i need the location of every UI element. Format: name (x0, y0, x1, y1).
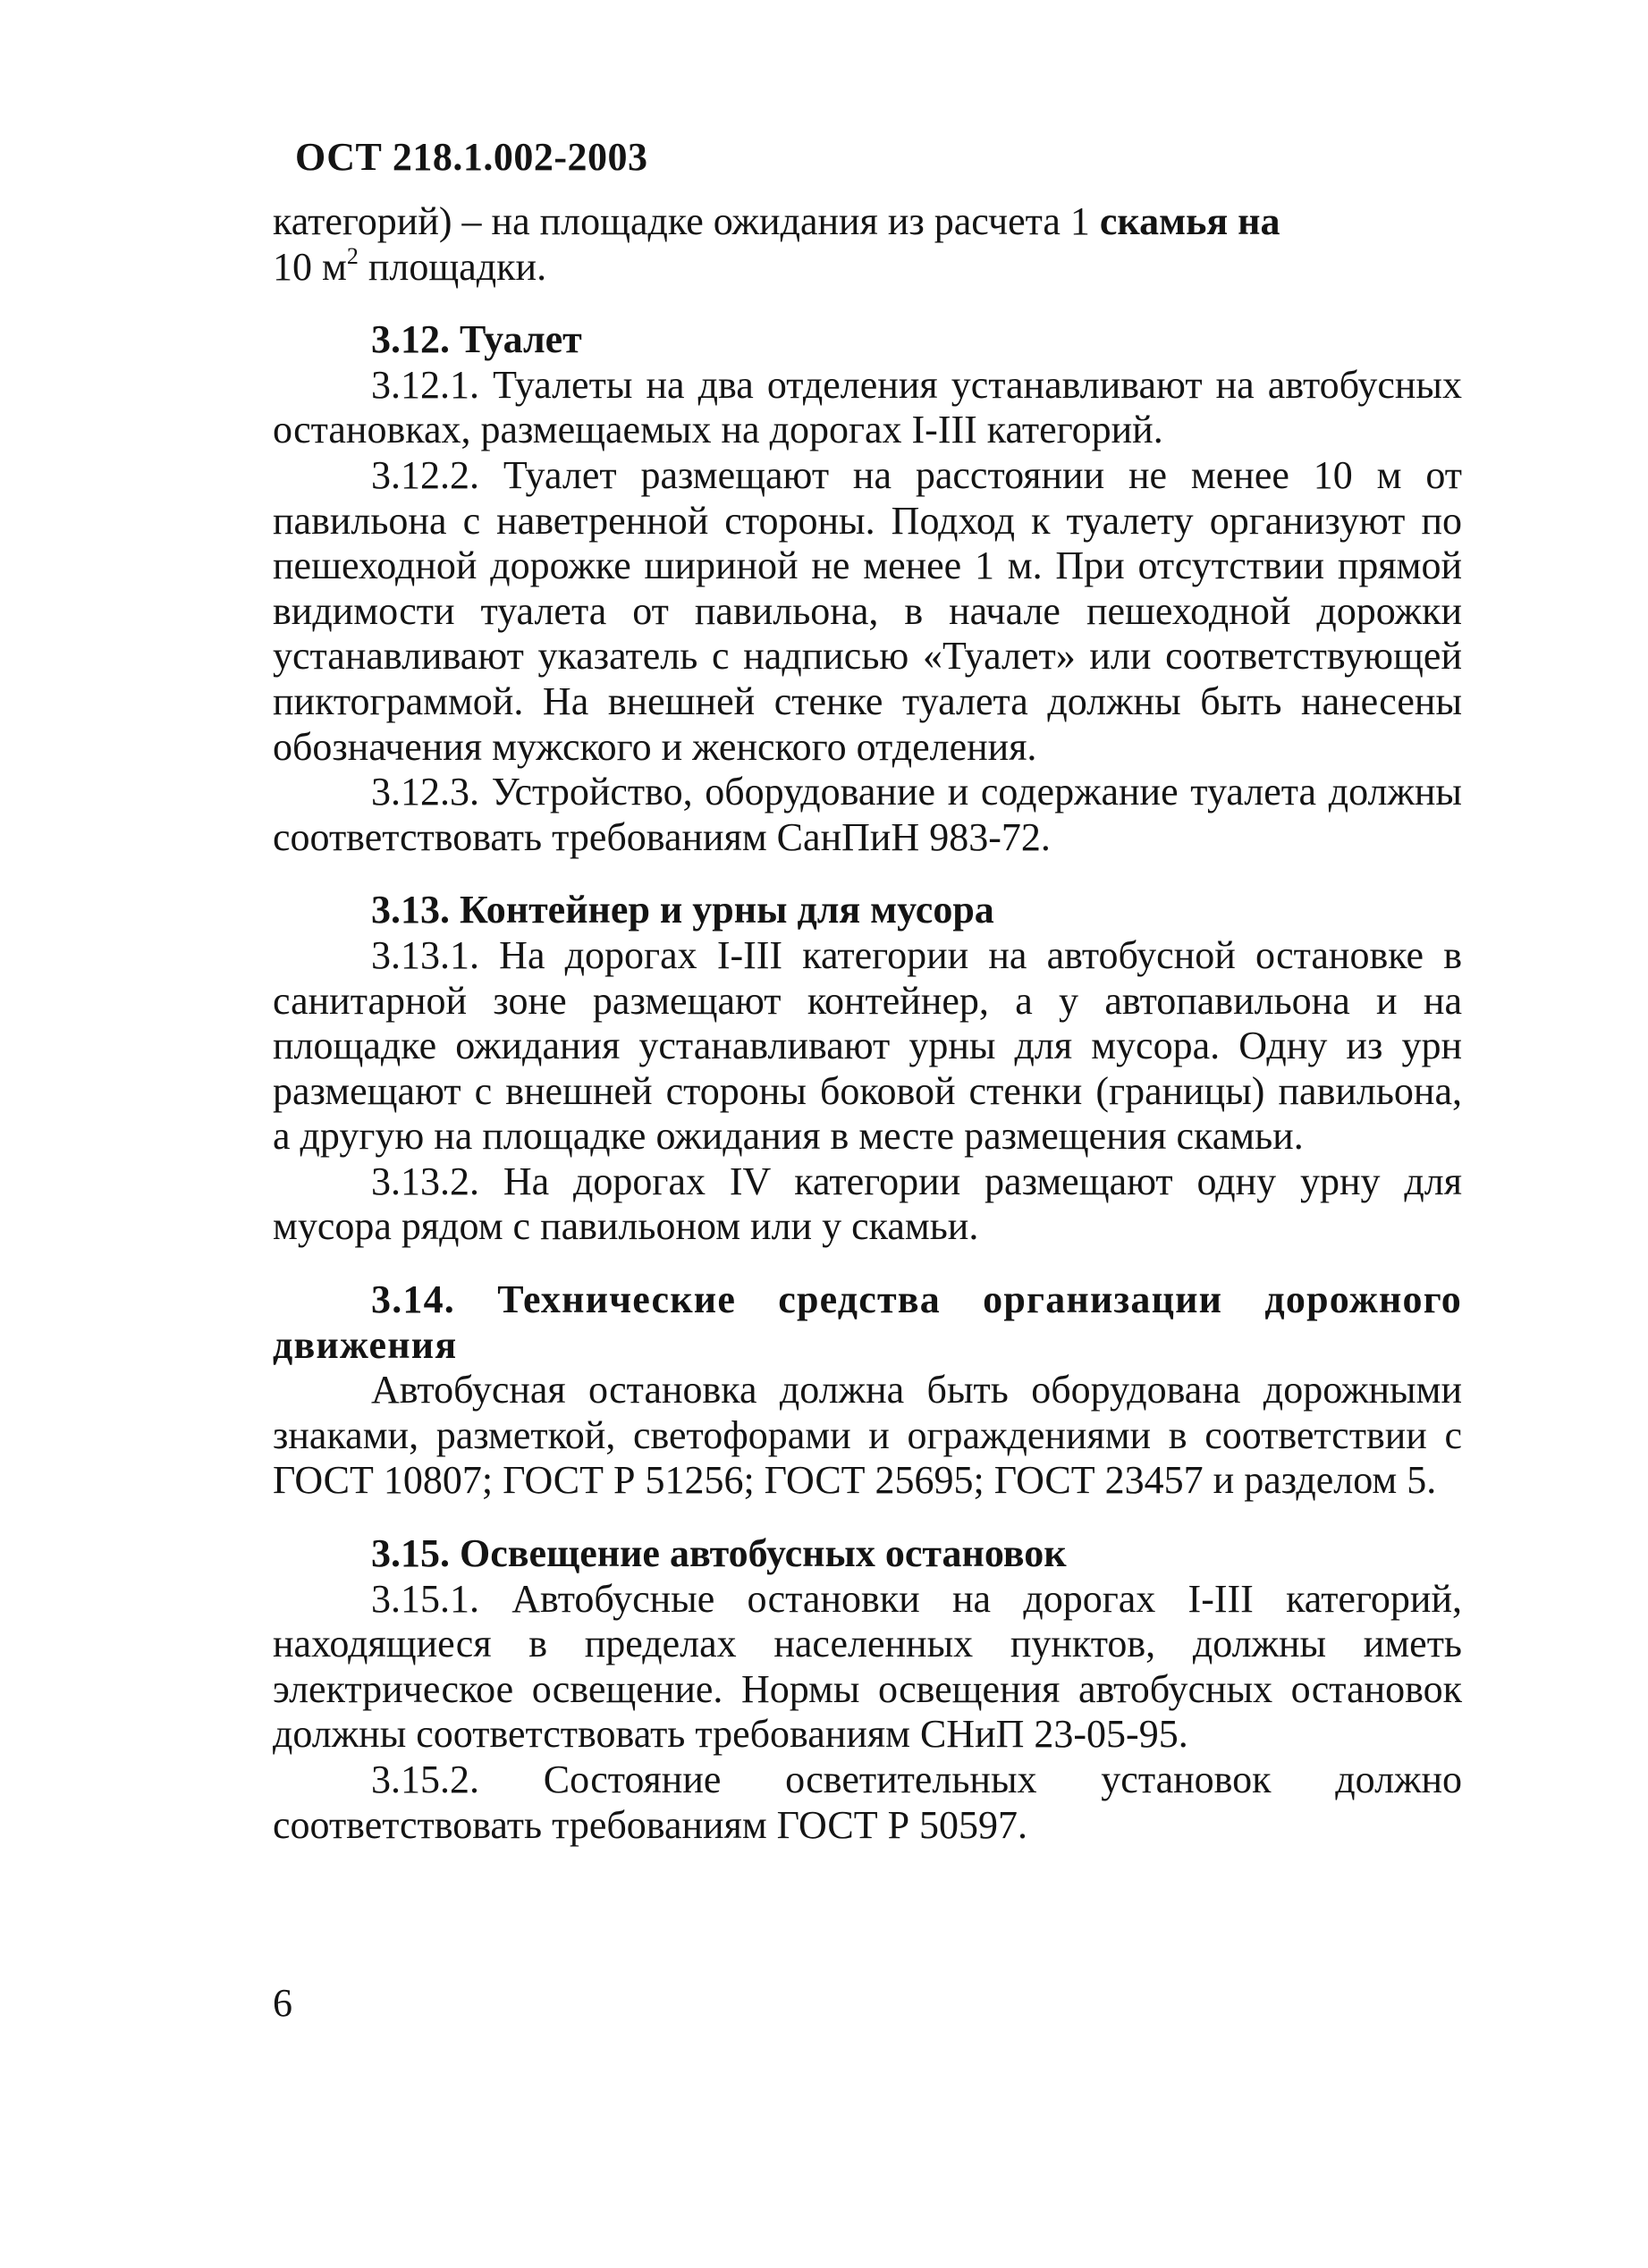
heading-3-15: 3.15. Освещение автобусных остановок (371, 1531, 1067, 1576)
paragraph-3-12-3: 3.12.3. Устройство, оборудование и содержание туалета должны соответствовать требованиям СанПиН 983-72. (273, 770, 1462, 859)
document-body (273, 199, 1462, 1848)
heading-3-12: 3.12. Туалет (371, 317, 582, 362)
intro-paragraph (273, 199, 1462, 290)
paragraph-3-12-1: 3.12.1. Туалеты на два отделения устанавливают на автобусных остановках, размещаемых на дорогах I-III категорий. (273, 362, 1462, 452)
intro-text-part1: категорий) – на площадке ожидания из расчета 1 (273, 199, 1100, 243)
intro-bold-text: скамья на (1099, 199, 1280, 243)
heading-3-13: 3.13. Контейнер и урны для мусора (371, 888, 994, 932)
paragraph-3-15-2: 3.15.2. Состояние осветительных установок должно соответствовать требованиям ГОСТ Р 50597. (273, 1758, 1462, 1847)
paragraph-3-12-2: 3.12.2. Туалет размещают на расстоянии не менее 10 м от павильона с наветренной стороны. Подход к туалету организуют по пешеходной дорожке шириной не менее 1 м. При отсутствии прямой видимости туалета от павильона, в начале пешеходной дорожки устанавливают указатель с надписью «Туалет» или соответствующей пиктограммой. На внешней стенке туалета должны быть нанесены обозначения мужского и женского отделения. (273, 452, 1462, 769)
paragraph-3-15-1: 3.15.1. Автобусные остановки на дорогах I-III категорий, находящиеся в пределах населенных пунктов, должны иметь электрическое освещение. Нормы освещения автобусных остановок должны соответствовать требованиям СНиП 23-05-95. (273, 1576, 1462, 1757)
superscript-2: 2 (346, 242, 359, 269)
document-code-header: ОСТ 218.1.002-2003 (295, 135, 648, 179)
intro-text-part2: 10 м (273, 244, 347, 289)
intro-text-part3: площадки. (358, 244, 547, 289)
heading-3-14: 3.14. Технические средства организации дорожного движения (273, 1277, 1462, 1367)
paragraph-3-13-2: 3.13.2. На дорогах IV категории размещают одну урну для мусора рядом с павильоном или у скамьи. (273, 1159, 1462, 1249)
page-number: 6 (273, 1981, 292, 2025)
paragraph-3-14-1: Автобусная остановка должна быть оборудована дорожными знаками, разметкой, светофорами и ограждениями в соответствии с ГОСТ 10807; ГОСТ Р 51256; ГОСТ 25695; ГОСТ 23457 и разделом 5. (273, 1368, 1462, 1503)
paragraph-3-13-1: 3.13.1. На дорогах I-III категории на автобусной остановке в санитарной зоне размещают контейнер, а у автопавильона и на площадке ожидания устанавливают урны для мусора. Одну из урн размещают с внешней стороны боковой стенки (границы) павильона, а другую на площадке ожидания в месте размещения скамьи. (273, 932, 1462, 1159)
